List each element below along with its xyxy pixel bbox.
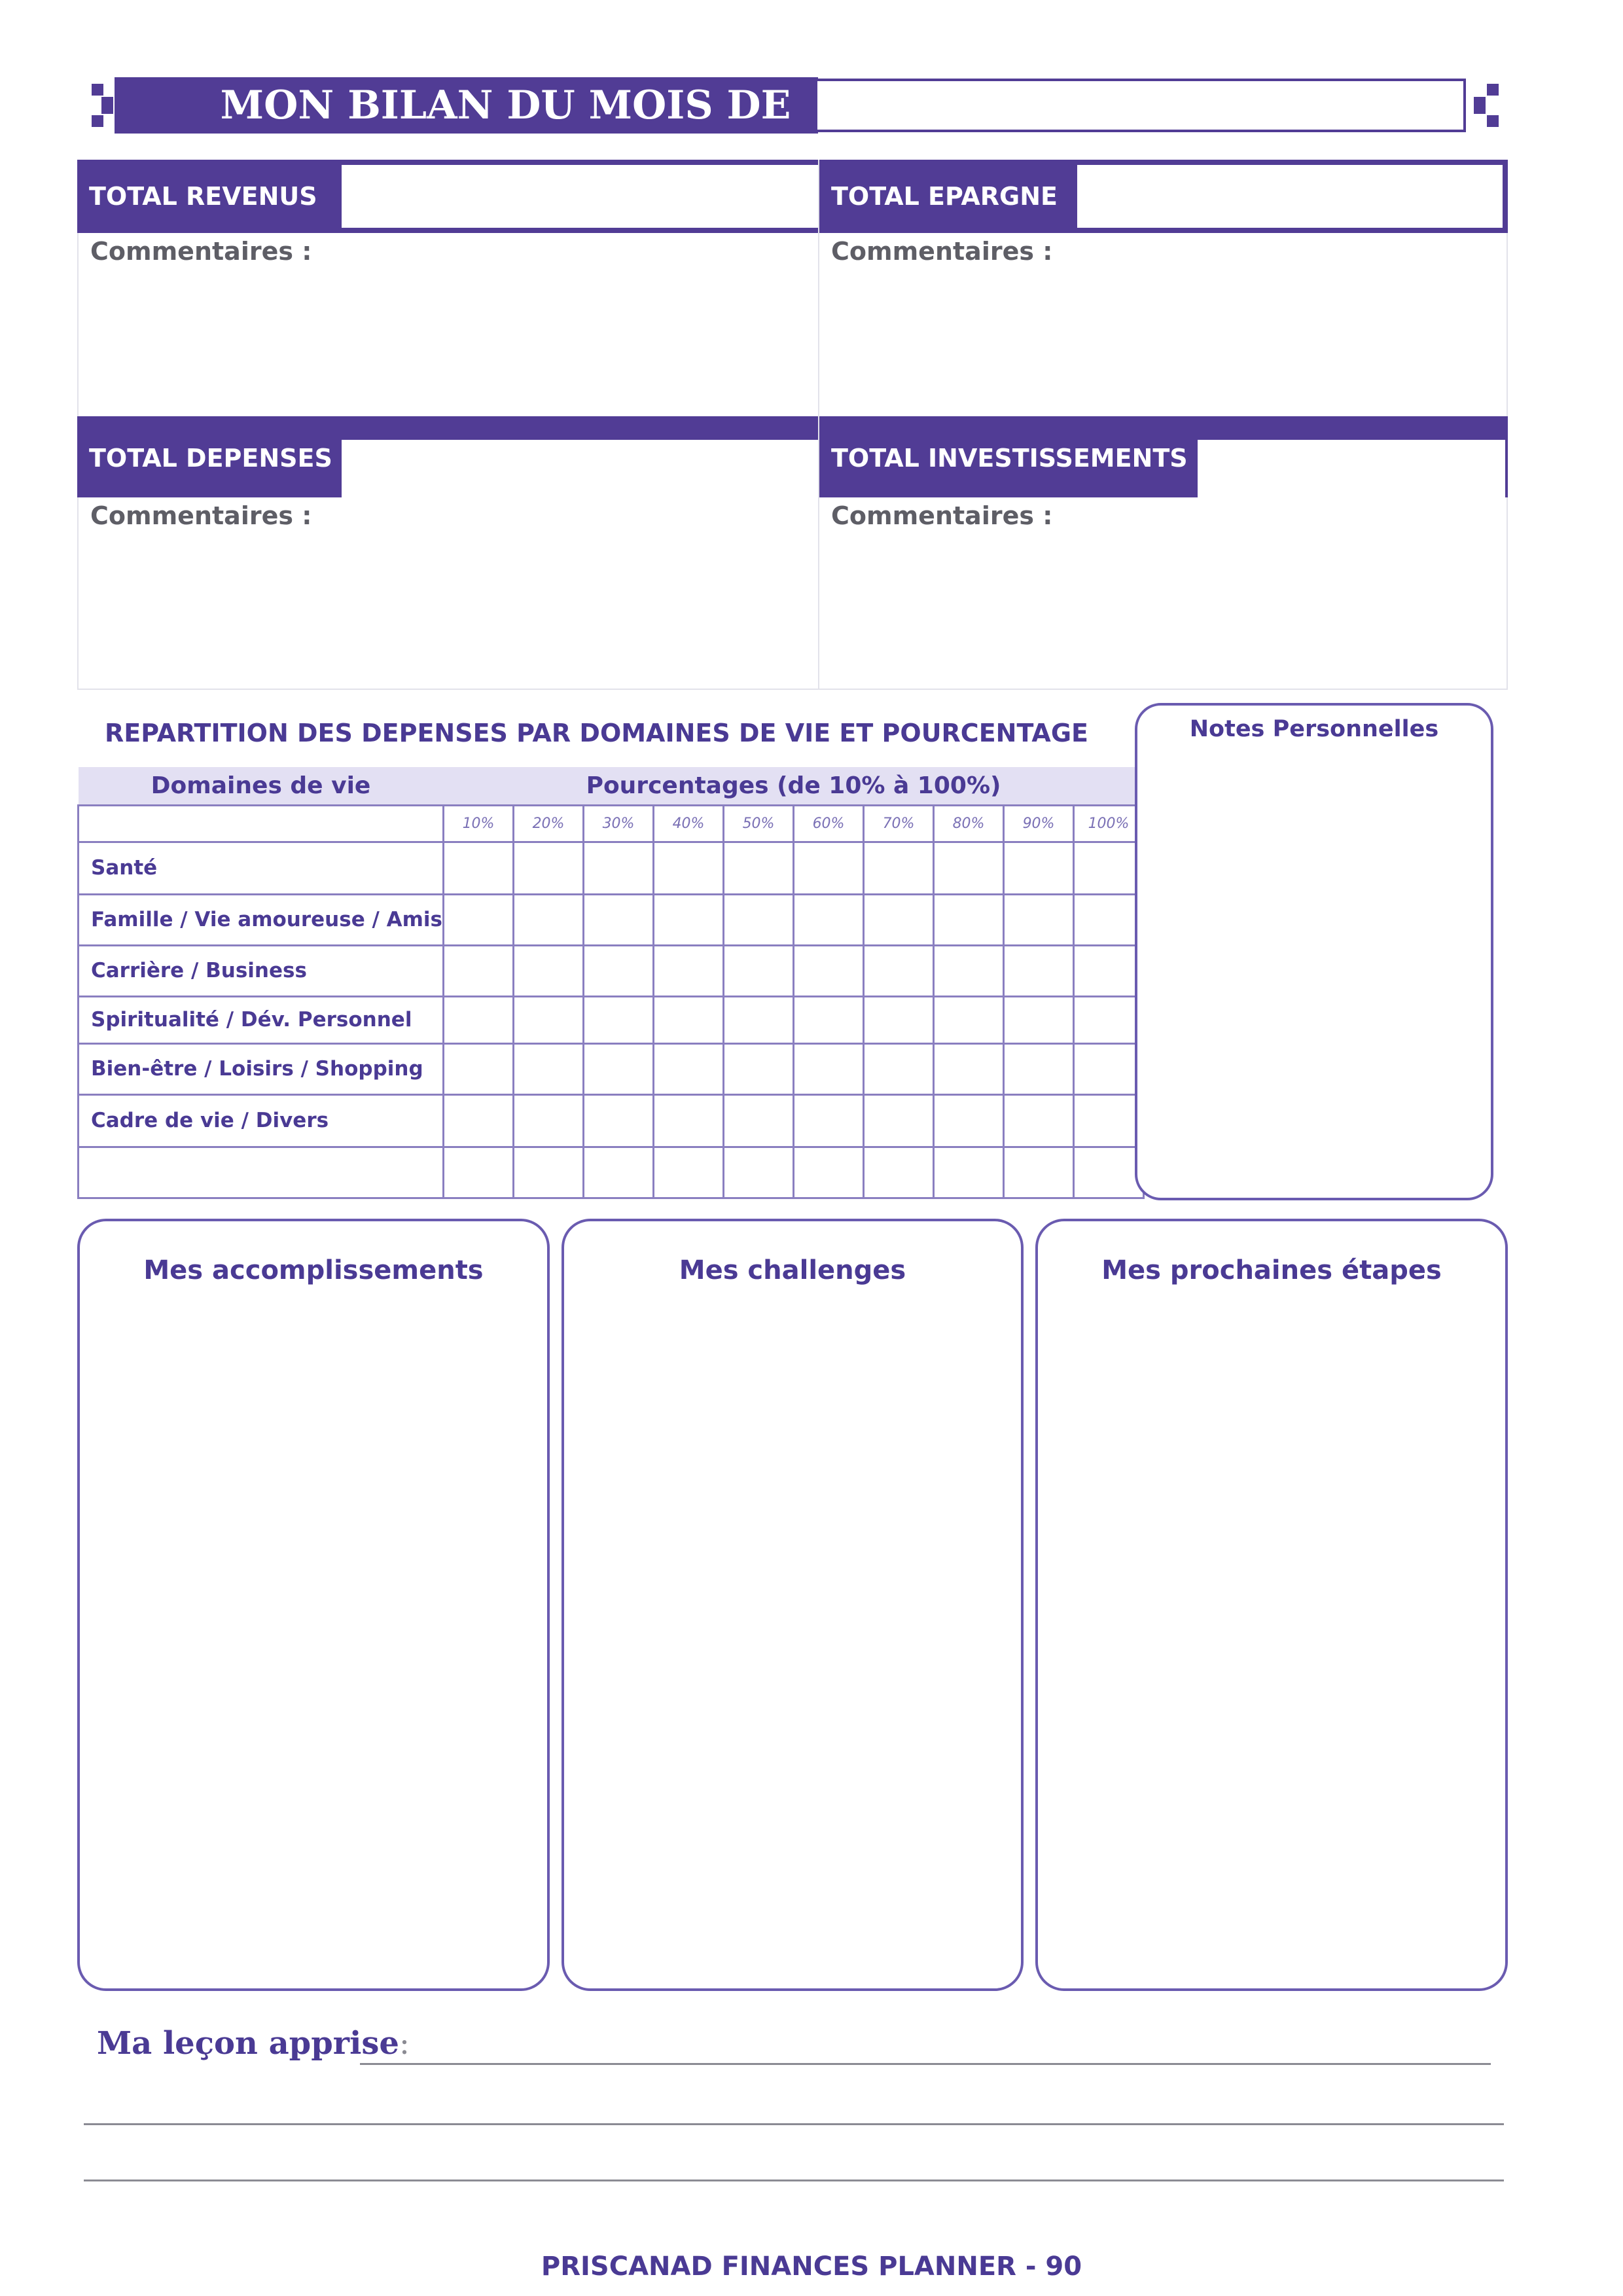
pct-label: 30% — [584, 805, 654, 842]
summary-frame-bottom — [77, 689, 1508, 690]
cell[interactable] — [1004, 842, 1074, 894]
repartition-table — [77, 767, 1145, 1199]
title-deco-left-bot — [92, 115, 103, 127]
cell[interactable] — [444, 996, 514, 1043]
cell[interactable] — [934, 945, 1004, 996]
pct-label: 80% — [934, 805, 1004, 842]
cell[interactable] — [654, 842, 724, 894]
repartition-title: REPARTITION DES DEPENSES PAR DOMAINES DE VIE ET POURCENTAGE — [105, 719, 1088, 747]
table-row — [79, 1043, 1144, 1094]
domain-label: Famille / Vie amoureuse / Amis — [79, 894, 444, 945]
cell[interactable] — [514, 1043, 584, 1094]
cell[interactable] — [1074, 894, 1144, 945]
pct-label: 70% — [864, 805, 934, 842]
title-deco-right-mid — [1474, 97, 1486, 114]
cell[interactable] — [654, 945, 724, 996]
domain-label: Carrière / Business — [79, 945, 444, 996]
pct-label: 50% — [724, 805, 794, 842]
notes-box[interactable] — [1135, 703, 1493, 1200]
cell[interactable] — [444, 1094, 514, 1147]
cell[interactable] — [864, 945, 934, 996]
table-row — [79, 996, 1144, 1043]
epargne-input[interactable] — [1077, 165, 1503, 228]
depenses-label: TOTAL DEPENSES — [89, 444, 332, 473]
etapes-box[interactable] — [1035, 1219, 1508, 1991]
pct-label: 20% — [514, 805, 584, 842]
cell[interactable] — [514, 996, 584, 1043]
lesson-text: Ma leçon apprise — [97, 2025, 399, 2062]
cell[interactable] — [584, 894, 654, 945]
epargne-comment-label: Commentaires : — [831, 237, 1053, 266]
cell[interactable] — [654, 996, 724, 1043]
cell[interactable] — [1074, 1147, 1144, 1198]
cell[interactable] — [864, 842, 934, 894]
title-deco-right-bot — [1487, 115, 1499, 127]
epargne-label: TOTAL EPARGNE — [831, 182, 1058, 211]
cell[interactable] — [584, 1043, 654, 1094]
cell[interactable] — [654, 1147, 724, 1198]
cell[interactable] — [794, 1147, 864, 1198]
cell[interactable] — [724, 1147, 794, 1198]
lesson-label — [97, 2025, 410, 2062]
cell[interactable] — [794, 842, 864, 894]
cell[interactable] — [1074, 996, 1144, 1043]
revenus-input[interactable] — [342, 165, 818, 228]
page-footer: PRISCANAD FINANCES PLANNER - 90 — [541, 2251, 1082, 2282]
domain-label[interactable] — [79, 1147, 444, 1198]
cell[interactable] — [1004, 894, 1074, 945]
cell[interactable] — [514, 1147, 584, 1198]
cell[interactable] — [794, 996, 864, 1043]
table-row — [79, 1147, 1144, 1198]
cell[interactable] — [934, 842, 1004, 894]
cell[interactable] — [444, 1147, 514, 1198]
cell[interactable] — [1004, 1043, 1074, 1094]
pct-label: 60% — [794, 805, 864, 842]
title-deco-left-mid — [101, 97, 113, 114]
cell[interactable] — [864, 1147, 934, 1198]
lesson-line-3[interactable] — [84, 2179, 1504, 2181]
accomplissements-title: Mes accomplissements — [143, 1255, 484, 1285]
col-domain-header: Domaines de vie — [79, 767, 444, 805]
revenus-comment-label: Commentaires : — [90, 237, 312, 266]
revenus-label: TOTAL REVENUS — [89, 182, 317, 211]
pct-label: 10% — [444, 805, 514, 842]
cell[interactable] — [1074, 1094, 1144, 1147]
cell[interactable] — [584, 996, 654, 1043]
cell[interactable] — [724, 1043, 794, 1094]
month-input[interactable] — [815, 79, 1466, 132]
pct-label: 100% — [1074, 805, 1144, 842]
accomplissements-box[interactable] — [77, 1219, 550, 1991]
cell[interactable] — [934, 894, 1004, 945]
cell[interactable] — [724, 894, 794, 945]
pct-label: 90% — [1004, 805, 1074, 842]
cell[interactable] — [724, 945, 794, 996]
pct-row-blank — [79, 805, 444, 842]
challenges-box[interactable] — [562, 1219, 1024, 1991]
cell[interactable] — [1004, 1094, 1074, 1147]
page-title: MON BILAN DU MOIS DE — [220, 82, 791, 128]
cell[interactable] — [1004, 996, 1074, 1043]
cell[interactable] — [444, 894, 514, 945]
cell[interactable] — [794, 1043, 864, 1094]
cell[interactable] — [794, 1094, 864, 1147]
investissements-label: TOTAL INVESTISSEMENTS — [831, 444, 1188, 473]
cell[interactable] — [1074, 1043, 1144, 1094]
cell[interactable] — [794, 945, 864, 996]
cell[interactable] — [724, 996, 794, 1043]
domain-label: Cadre de vie / Divers — [79, 1094, 444, 1147]
cell[interactable] — [654, 894, 724, 945]
cell[interactable] — [444, 842, 514, 894]
domain-label: Bien-être / Loisirs / Shopping — [79, 1043, 444, 1094]
cell[interactable] — [934, 1043, 1004, 1094]
cell[interactable] — [724, 1094, 794, 1147]
cell[interactable] — [864, 1043, 934, 1094]
lesson-line-1[interactable] — [360, 2063, 1491, 2065]
cell[interactable] — [934, 1147, 1004, 1198]
cell[interactable] — [444, 1043, 514, 1094]
cell[interactable] — [864, 1094, 934, 1147]
cell[interactable] — [584, 1094, 654, 1147]
cell[interactable] — [1004, 1147, 1074, 1198]
table-row — [79, 1094, 1144, 1147]
lesson-colon: : — [399, 2025, 410, 2062]
table-row — [79, 894, 1144, 945]
pct-label: 40% — [654, 805, 724, 842]
depenses-comment-label: Commentaires : — [90, 501, 312, 530]
cell[interactable] — [444, 945, 514, 996]
cell[interactable] — [654, 1094, 724, 1147]
title-deco-right-top — [1487, 84, 1499, 96]
cell[interactable] — [584, 842, 654, 894]
notes-title: Notes Personnelles — [1189, 716, 1439, 742]
investissements-right-edge — [1505, 416, 1508, 497]
cell[interactable] — [514, 1094, 584, 1147]
cell[interactable] — [584, 945, 654, 996]
cell[interactable] — [864, 894, 934, 945]
lesson-line-2[interactable] — [84, 2123, 1504, 2125]
title-deco-left-top — [92, 84, 103, 96]
cell[interactable] — [514, 842, 584, 894]
cell[interactable] — [724, 842, 794, 894]
cell[interactable] — [864, 996, 934, 1043]
cell[interactable] — [1004, 945, 1074, 996]
table-row — [79, 945, 1144, 996]
cell[interactable] — [514, 894, 584, 945]
etapes-title: Mes prochaines étapes — [1101, 1255, 1442, 1285]
investissements-comment-label: Commentaires : — [831, 501, 1053, 530]
cell[interactable] — [1074, 842, 1144, 894]
challenges-title: Mes challenges — [679, 1255, 906, 1285]
cell[interactable] — [584, 1147, 654, 1198]
domain-label: Spiritualité / Dév. Personnel — [79, 996, 444, 1043]
cell[interactable] — [934, 1094, 1004, 1147]
cell[interactable] — [794, 894, 864, 945]
cell[interactable] — [1074, 945, 1144, 996]
col-pct-header: Pourcentages (de 10% à 100%) — [444, 767, 1144, 805]
domain-label: Santé — [79, 842, 444, 894]
cell[interactable] — [934, 996, 1004, 1043]
table-row — [79, 842, 1144, 894]
cell[interactable] — [514, 945, 584, 996]
cell[interactable] — [654, 1043, 724, 1094]
